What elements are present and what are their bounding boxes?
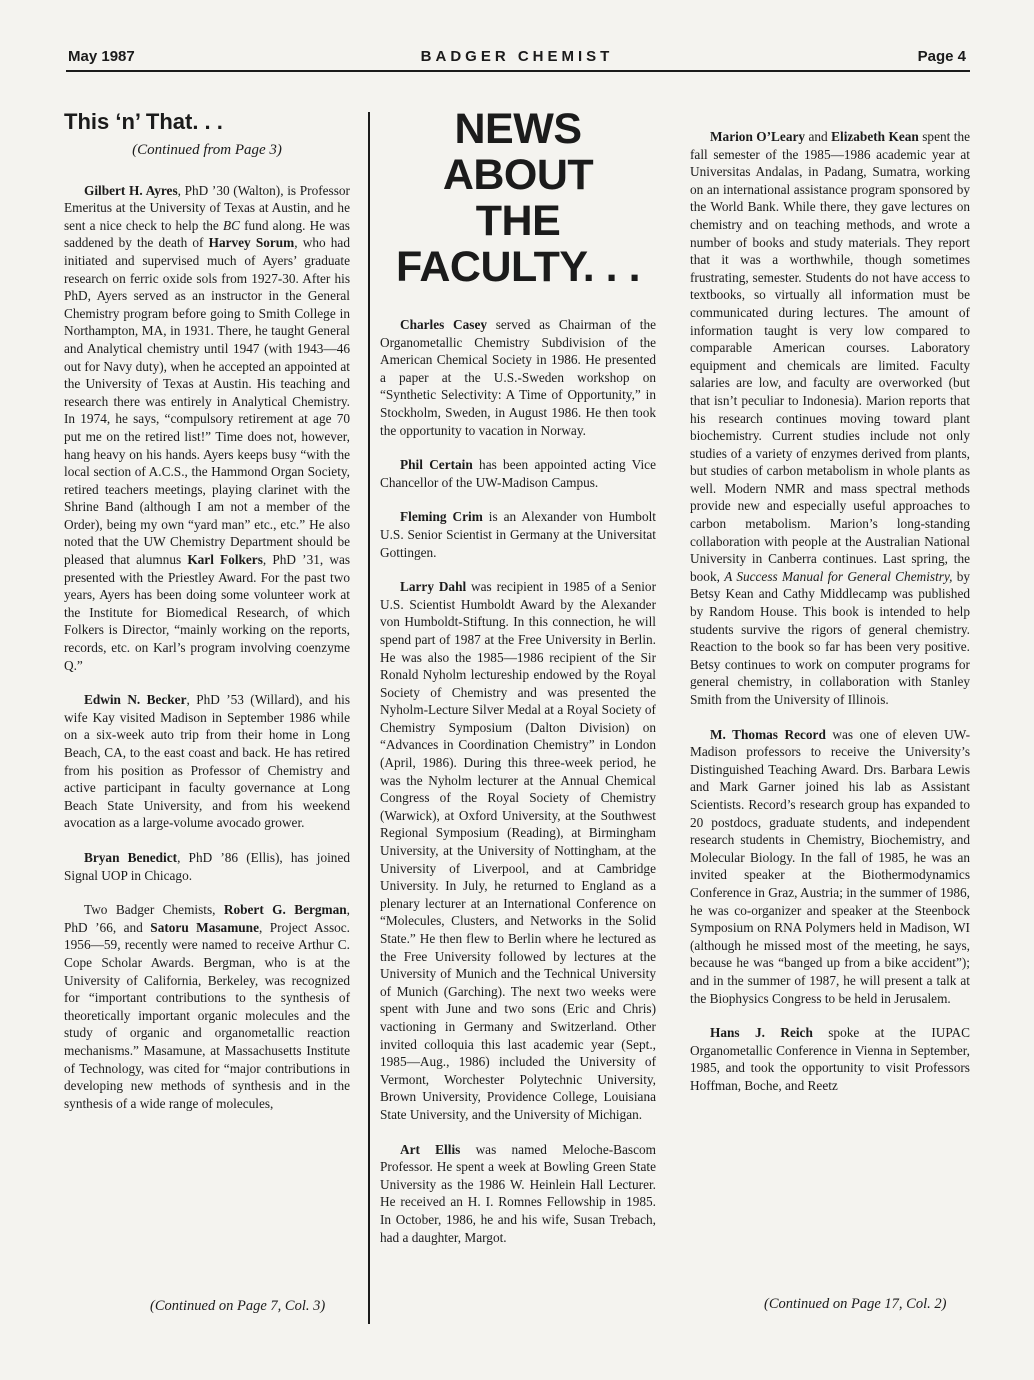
article-benedict: Bryan Benedict, PhD ’86 (Ellis), has joined Signal UOP in Chicago. (64, 849, 350, 883)
article-bergman-masamune: Two Badger Chemists, Robert G. Bergman, PhD ’66, and Satoru Masamune, Project Assoc. 1956—59, recently were named to receive Arthur C. Cope Scholar Awards. Bergman, who is at the University of California, Berkeley, was recognized for “important contributions to the synthesis of theoretically important organic molecules and the study of organic and organometallic reaction mechanisms.” Masamune, at Massachusetts Institute of Technology, was cited for “major contributions in developing new methods of synthesis and in the synthesis of a wide range of molecules, (64, 902, 350, 1111)
article-becker: Edwin N. Becker, PhD ’53 (Willard), and his wife Kay visited Madison in September 1986 while on a six-week auto trip from their home in Long Beach, CA, to the east coast and back. He has retired from his position as Professor of Chemistry and active participant in faculty governance at Long Beach State University, and from his weekend avocation as a large-volume avocado grower. (64, 692, 351, 831)
column-news-about-faculty (380, 104, 656, 1263)
continued-from: (Continued from Page 3) (132, 142, 282, 158)
issue-date: May 1987 (68, 48, 135, 65)
article-ayres: Gilbert H. Ayres, PhD ’30 (Walton), is Professor Emeritus at the University of Texas at Austin, and he sent a nice check to help the BC fund along. He was saddened by the death of Harvey Sorum, who had initiated and supervised much of Ayers’ graduate research on ferric oxide sols from 1927-30. After his PhD, Ayers served as an instructor in the General Chemistry program before going to Smith College in Northampton, MA, in 1931. There, he taught General and Analytical chemistry until 1947 (with 1943—46 out for Navy duty), when he accepted an appointed at the University of Texas at Austin. His teaching and research there was entirely in Analytical Chemistry. In 1974, he says, “compulsory retirement at age 70 put me on the retired list!” Time does not, however, hang heavy on his hands. Ayers keeps busy “with the local section of A.C.S., the Hammond Organ Society, retired teachers meetings, playing clarinet with the Shrine Band (although I am not a member of the Order), being my own “yard man” etc., etc.” He also noted that the UW Chemistry Department should be pleased that alumnus Karl Folkers, PhD ’31, was presented with the Priestley Award. For the past two years, Ayers has been doing some volunteer work at the Institute for Biomedical Research, of which Folkers is Director, “mainly working on the reports, records, etc. on Karl’s program involving coenzyme Q.” (64, 182, 351, 673)
section-heading: This ‘n’ That. . . (64, 109, 223, 134)
faculty-heading: NEWS ABOUT THE FACULTY. . . (395, 105, 641, 291)
article-casey: Charles Casey served as Chairman of the Organometallic Chemistry Subdivision of the American Chemical Society in 1986. He presented a paper at the U.S.-Sweden workshop on “Synthetic Selectivity: A Time of Opportunity,” in Stockholm, Sweden, in August 1986. He then took the opportunity to vacation in Norway. (380, 317, 657, 438)
article-reich: Hans J. Reich spoke at the IUPAC Organometallic Conference in Vienna in September, 1985, and took the opportunity to visit Professors Hoffman, Boche, and Reetz (690, 1025, 970, 1093)
column-faculty-continued (690, 128, 970, 1111)
page-header (68, 48, 966, 72)
continued-on-col3: (Continued on Page 17, Col. 2) (764, 1296, 947, 1312)
column-this-n-that (64, 108, 350, 1129)
continued-on-col1: (Continued on Page 7, Col. 3) (150, 1298, 326, 1314)
article-ellis: Art Ellis was named Meloche-Bascom Professor. He spent a week at Bowling Green State University as the 1986 W. Heinlein Hall Lecturer. He received an H. I. Romnes Fellowship in 1985. In October, 1986, he and his wife, Susan Trebach, had a daughter, Margot. (380, 1141, 656, 1245)
newsletter-title: BADGER CHEMIST (420, 48, 614, 65)
header-rule (66, 70, 970, 72)
article-certain: Phil Certain has been appointed acting Vice Chancellor of the UW-Madison Campus. (380, 457, 656, 490)
article-crim: Fleming Crim is an Alexander von Humbolt U.S. Senior Scientist in Germany at the Universitat Gottingen. (380, 509, 656, 560)
column-divider (368, 112, 370, 1324)
page-number: Page 4 (917, 48, 966, 65)
article-dahl: Larry Dahl was recipient in 1985 of a Senior U.S. Scientist Humboldt Award by the Alexander von Humboldt-Stiftung. In this connection, he will spend part of 1987 at the Free University in Berlin. He was also the 1985—1986 recipient of the Sir Ronald Nyholm lectureship endowed by the Royal Society of Chemistry and was presented the Nyholm-Lecture Silver Medal at a Royal Society of Chemistry Symposium (Dalton Division) on “Advances in Coordination Chemistry” in London (April, 1986). During this three-week period, he was the Nyholm lecturer at the Annual Chemical Congress of the Royal Society of Chemistry (Warwick), at Oxford University, at the Southwest Regional Symposium (Reading), at Birmingham University, at the University of Nottingham, at the University of Liverpool, and at Cambridge University. In July, he returned to England as a plenary lecturer at an International Conference on “Molecules, Clusters, and Networks in the Solid State.” He then flew to Berlin where he lectured as the Free University followed by lectures at the University of Munich and the Technical University of Munich (Garching). The next two weeks were spent with June and two sons (Eric and Chris) vactioning in Germany and Switzerland. Other invited colloquia this last academic year (Sept., 1985—Aug., 1986) included the University of Vermont, Worchester Polytechnic University, Brown University, Providence College, Louisiana State University, and the University of Michigan. (380, 579, 656, 1122)
article-oleary-kean: Marion O’Leary and Elizabeth Kean spent the fall semester of the 1985—1986 academic year at Universitas Andalas, in Padang, Sumatra, working on an international assistance program sponsored by the World Bank. While there, they gave lectures on chemistry and on teaching methods, and wrote a number of books and study materials. They report that it was a worthwhile, though sometimes frustrating, semester. Students do not have access to textbooks, so virtually all information must be communicated during lectures. The amount of information taught is very low compared to comparable American courses. Laboratory equipment and chemicals are limited. Faculty salaries are low, and faculty are overworked (but that isn’t peculiar to Indonesia). Marion reports that his research continues moving toward plant biochemistry. Current studies include not only studies of a variety of enzymes derived from plants, but studies of carbon metabolism in whole plants as well. Modern NMR and mass spectral methods provide new and especially useful approaches to carbon metabolism. Marion’s long-standing collaboration with people at the Australian National University in Canberra continues. Last spring, the book, A Success Manual for General Chemistry, by Betsy Kean and Cathy Middlecamp was published by Random House. This book is intended to help students survive the rigors of general chemistry. Reaction to the book so far has been very positive. Betsy continues to work on computer programs for general chemistry, in collaboration with Stanley Smith from the University of Illinois. (690, 129, 970, 707)
article-record: M. Thomas Record was one of eleven UW-Madison professors to receive the University’s Distinguished Teaching Award. Drs. Barbara Lewis and Mark Garner joined his lab as Assistant Scientists. Record’s research group has expanded to 20 postdocs, graduate students, and independent research students in Chemistry, Biochemistry, and Molecular Biology. In the fall of 1985, he was an invited speaker at the Biothermodynamics Conference in Graz, Austria; in the summer of 1986, he was co-organizer and speaker at the Steenbock Symposium on RNA Polymers held in Madison, WI (although he missed most of the meeting, he says, because he was “banged up from a bike accident”); and in the summer of 1987, he will present a talk at the Biophysics Congress to be held in Jerusalem. (690, 726, 970, 1006)
